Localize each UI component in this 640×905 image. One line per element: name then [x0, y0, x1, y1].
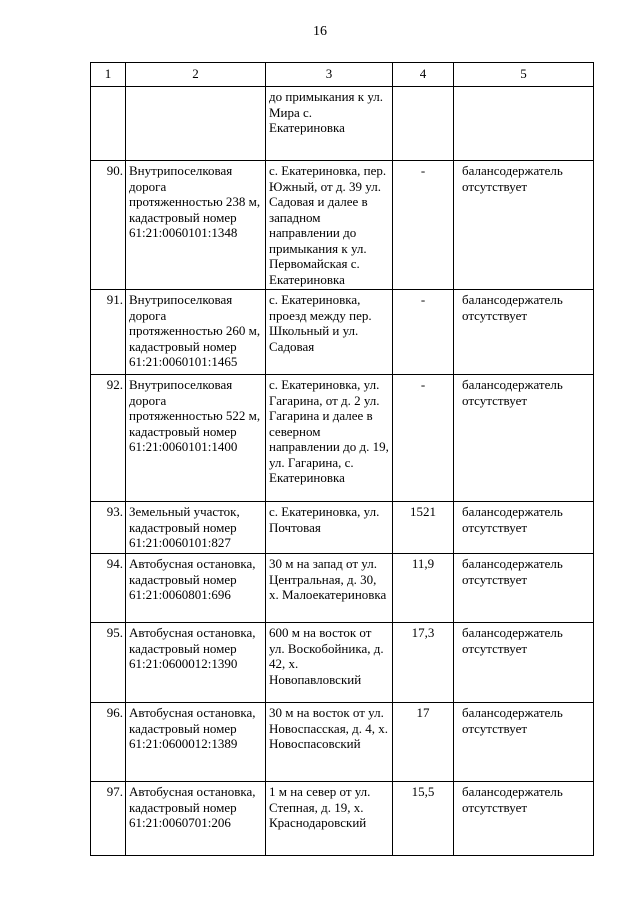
- object-location: 1 м на север от ул. Степная, д. 19, х. Краснодаровский: [266, 782, 393, 856]
- table-row: [91, 161, 594, 290]
- row-number: 91.: [91, 290, 126, 375]
- balance-holder: балансодержатель отсутствует: [454, 502, 594, 554]
- column-header-1: 1: [91, 63, 126, 87]
- object-name: Внутрипоселковая дорога протяженностью 522 м, кадастровый номер 61:21:0060101:1400: [126, 375, 266, 502]
- object-size: 1521: [393, 502, 454, 554]
- object-location: 30 м на запад от ул. Центральная, д. 30, х. Малоекатериновка: [266, 554, 393, 623]
- object-name: Внутрипоселковая дорога протяженностью 260 м, кадастровый номер 61:21:0060101:1465: [126, 290, 266, 375]
- object-size: -: [393, 290, 454, 375]
- object-location: 600 м на восток от ул. Воскобойника, д. 42, х. Новопавловский: [266, 623, 393, 703]
- property-table: [90, 62, 594, 856]
- column-header-2: 2: [126, 63, 266, 87]
- column-header-3: 3: [266, 63, 393, 87]
- table-row: [91, 290, 594, 375]
- row-number: 92.: [91, 375, 126, 502]
- row-number: [91, 87, 126, 161]
- object-size: 15,5: [393, 782, 454, 856]
- object-size: 17: [393, 703, 454, 782]
- row-number: 94.: [91, 554, 126, 623]
- balance-holder: балансодержатель отсутствует: [454, 782, 594, 856]
- table-row: [91, 502, 594, 554]
- column-header-4: 4: [393, 63, 454, 87]
- object-name: Земельный участок, кадастровый номер 61:21:0060101:827: [126, 502, 266, 554]
- object-name: [126, 87, 266, 161]
- column-header-5: 5: [454, 63, 594, 87]
- table-row: [91, 703, 594, 782]
- page-number: 16: [313, 24, 327, 39]
- object-location: с. Екатериновка, ул. Почтовая: [266, 502, 393, 554]
- object-name: Автобусная остановка, кадастровый номер 61:21:0060801:696: [126, 554, 266, 623]
- object-name: Автобусная остановка, кадастровый номер 61:21:0060701:206: [126, 782, 266, 856]
- balance-holder: балансодержатель отсутствует: [454, 554, 594, 623]
- balance-holder: балансодержатель отсутствует: [454, 161, 594, 290]
- object-location: до примыкания к ул. Мира с. Екатериновка: [266, 87, 393, 161]
- table-row: [91, 623, 594, 703]
- row-number: 93.: [91, 502, 126, 554]
- object-location: с. Екатериновка, проезд между пер. Школьный и ул. Садовая: [266, 290, 393, 375]
- object-size: -: [393, 375, 454, 502]
- object-size: -: [393, 161, 454, 290]
- row-number: 90.: [91, 161, 126, 290]
- row-number: 96.: [91, 703, 126, 782]
- row-number: 97.: [91, 782, 126, 856]
- object-location: с. Екатериновка, ул. Гагарина, от д. 2 ул. Гагарина и далее в северном направлении до д. 19, ул. Гагарина, с. Екатериновка: [266, 375, 393, 502]
- object-size: [393, 87, 454, 161]
- balance-holder: балансодержатель отсутствует: [454, 290, 594, 375]
- object-name: Автобусная остановка, кадастровый номер 61:21:0600012:1390: [126, 623, 266, 703]
- object-size: 11,9: [393, 554, 454, 623]
- balance-holder: балансодержатель отсутствует: [454, 703, 594, 782]
- object-name: Внутрипоселковая дорога протяженностью 238 м, кадастровый номер 61:21:0060101:1348: [126, 161, 266, 290]
- row-number: 95.: [91, 623, 126, 703]
- table-row: [91, 375, 594, 502]
- table-row: [91, 782, 594, 856]
- object-name: Автобусная остановка, кадастровый номер 61:21:0600012:1389: [126, 703, 266, 782]
- balance-holder: балансодержатель отсутствует: [454, 375, 594, 502]
- table-row: [91, 554, 594, 623]
- object-location: 30 м на восток от ул. Новоспасская, д. 4, х. Новоспасовский: [266, 703, 393, 782]
- balance-holder: балансодержатель отсутствует: [454, 623, 594, 703]
- table-row: [91, 87, 594, 161]
- balance-holder: [454, 87, 594, 161]
- object-size: 17,3: [393, 623, 454, 703]
- table-header-row: [91, 63, 594, 87]
- object-location: с. Екатериновка, пер. Южный, от д. 39 ул. Садовая и далее в западном направлении до примыкания к ул. Первомайская с. Екатериновка: [266, 161, 393, 290]
